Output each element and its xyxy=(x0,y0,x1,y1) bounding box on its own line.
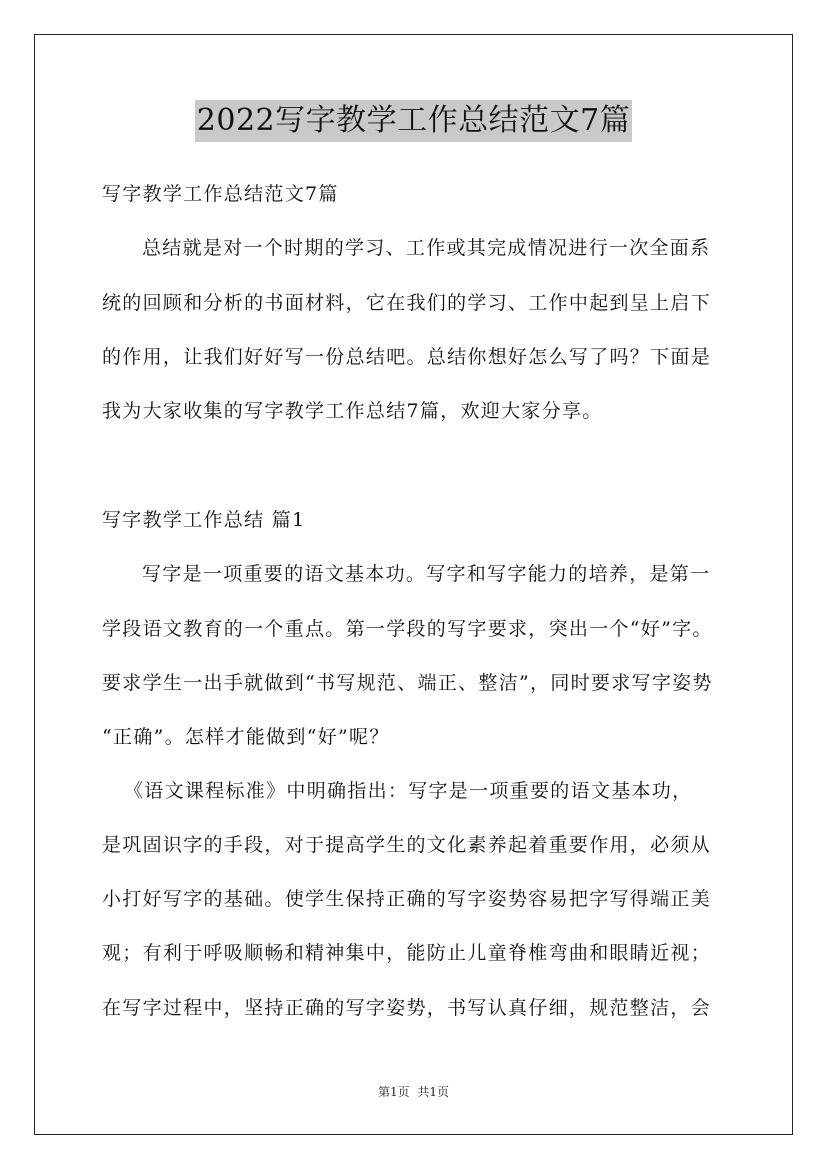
section-line: 观；有利于呼吸顺畅和精神集中，能防止儿童脊椎弯曲和眼睛近视； xyxy=(102,942,712,964)
section-line: “正确”。怎样才能做到“好”呢？ xyxy=(102,726,390,748)
page-number-total: 共1页 xyxy=(417,1085,450,1099)
section-line: 学段语文教育的一个重点。第一学段的写字要求，突出一个“好”字。 xyxy=(102,618,713,640)
document-title: 2022写字教学工作总结范文7篇 xyxy=(195,100,632,142)
intro-line: 我为大家收集的写字教学工作总结7篇，欢迎大家分享。 xyxy=(102,400,603,422)
document-subtitle: 写字教学工作总结范文7篇 xyxy=(102,183,339,205)
page-footer xyxy=(0,1083,827,1100)
section-line: 要求学生一出手就做到“书写规范、端正、整洁”，同时要求写字姿势 xyxy=(102,672,713,694)
section-line: 在写字过程中，坚持正确的写字姿势，书写认真仔细，规范整洁，会 xyxy=(102,997,712,1019)
section-line: 《语文课程标准》中明确指出：写字是一项重要的语文基本功， xyxy=(124,780,693,802)
page-number-current: 第1页 xyxy=(377,1085,410,1099)
intro-line: 统的回顾和分析的书面材料，它在我们的学习、工作中起到呈上启下 xyxy=(102,292,712,314)
section-line: 小打好写字的基础。使学生保持正确的写字姿势容易把字写得端正美 xyxy=(102,888,712,910)
section-heading: 写字教学工作总结 篇1 xyxy=(102,509,306,531)
section-line: 是巩固识字的手段，对于提高学生的文化素养起着重要作用，必须从 xyxy=(102,834,712,856)
intro-line: 的作用，让我们好好写一份总结吧。总结你想好怎么写了吗？下面是 xyxy=(102,346,712,368)
section-line: 写字是一项重要的语文基本功。写字和写字能力的培养，是第一 xyxy=(142,563,711,585)
intro-line: 总结就是对一个时期的学习、工作或其完成情况进行一次全面系 xyxy=(142,237,711,259)
title-container xyxy=(0,100,827,142)
